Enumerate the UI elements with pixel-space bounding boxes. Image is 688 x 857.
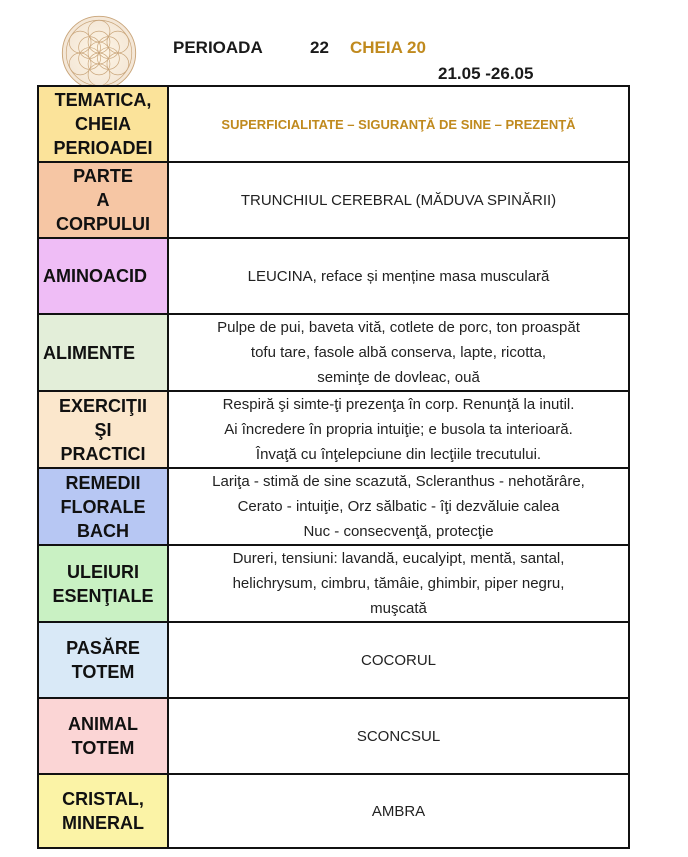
row-value-aminoacid: LEUCINA, reface și menține masa musculară (168, 238, 629, 314)
row-label-animal-totem: ANIMAL TOTEM (38, 698, 168, 774)
key-label: CHEIA 20 (350, 38, 426, 57)
row-value-animal-totem: SCONCSUL (168, 698, 629, 774)
row-value-exercitii: Respiră şi simte-ţi prezenţa în corp. Renunţă la inutil. Ai încredere în propria intuiţie; e busola ta interioară. Învaţă cu înţelepciune din lecţiile trecutului. (168, 391, 629, 468)
row-value-uleiuri: Dureri, tensiuni: lavandă, eucalyipt, mentă, santal, helichrysum, cimbru, tămâie, ghimbir, piper negru, muşcată (168, 545, 629, 622)
row-value-pasare-totem: COCORUL (168, 622, 629, 698)
row-label-uleiuri: ULEIURI ESENŢIALE (38, 545, 168, 622)
table-row (38, 774, 629, 848)
period-table (37, 85, 630, 849)
period-dates: 21.05 -26.05 (438, 64, 534, 83)
row-label-cristal: CRISTAL, MINERAL (38, 774, 168, 848)
table-row (38, 162, 629, 238)
row-label-exercitii: EXERCIŢII ŞI PRACTICI (38, 391, 168, 468)
table-row (38, 314, 629, 391)
period-label: PERIOADA (173, 38, 263, 57)
row-value-remedii: Lariţa - stimă de sine scazută, Scleranthus - nehotărâre, Cerato - intuiţie, Orz sălbatic - îţi dezvăluie calea Nuc - consecvenţă, protecţie (168, 468, 629, 545)
row-value-alimente: Pulpe de pui, baveta vită, cotlete de porc, ton proaspăt tofu tare, fasole albă conserva, lapte, ricotta, seminţe de dovleac, ouă (168, 314, 629, 391)
table-row (38, 468, 629, 545)
table-row (38, 238, 629, 314)
row-value-cristal: AMBRA (168, 774, 629, 848)
flower-of-life-logo (60, 14, 138, 92)
row-label-alimente: ALIMENTE (38, 314, 168, 391)
table-row (38, 698, 629, 774)
row-label-tematica: TEMATICA, CHEIA PERIOADEI (38, 86, 168, 162)
table-row (38, 545, 629, 622)
table-row (38, 391, 629, 468)
period-number: 22 (310, 38, 329, 57)
table-row (38, 622, 629, 698)
row-value-parte-corpului: TRUNCHIUL CEREBRAL (MĂDUVA SPINĂRII) (168, 162, 629, 238)
row-label-remedii: REMEDII FLORALE BACH (38, 468, 168, 545)
row-label-aminoacid: AMINOACID (38, 238, 168, 314)
table-row (38, 86, 629, 162)
row-label-parte-corpului: PARTE A CORPULUI (38, 162, 168, 238)
row-label-pasare-totem: PASĂRE TOTEM (38, 622, 168, 698)
row-value-tematica: SUPERFICIALITATE – SIGURANŢĂ DE SINE – PREZENŢĂ (168, 86, 629, 162)
